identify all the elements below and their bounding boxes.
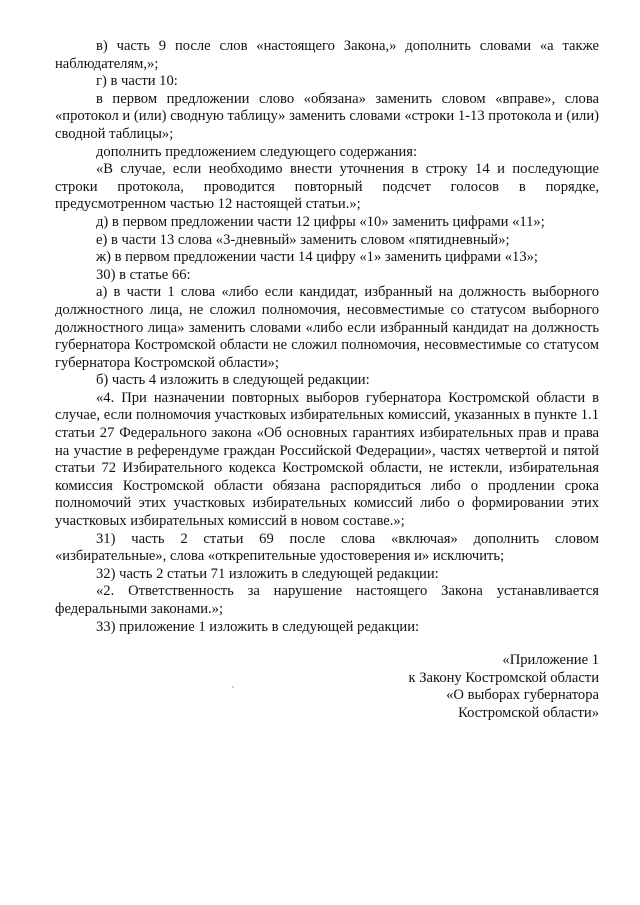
paragraph-b-part4: б) часть 4 изложить в следующей редакции: [96, 372, 370, 389]
appendix-heading-line: «Приложение 1 [502, 652, 599, 668]
paragraph-item-30: 30) в статье 66: [96, 266, 191, 283]
paragraph-quote-recount: «В случае, если необходимо внести уточнения в строку 14 и последующие строки протокола, проводится повторный подсчет голосов в порядке, предусмотренном частью 12 настоящей статьи.»; [55, 161, 599, 213]
paragraph-v-part9: в) часть 9 после слов «настоящего Закона,» дополнить словами «а также наблюдателям,»; [55, 38, 599, 72]
paragraph-first-sentence: в первом предложении слово «обязана» заменить словом «вправе», слова «протокол и (или) сводную таблицу» заменить словами «строки 1-13 протокола и (или) сводной таблицы»; [55, 90, 599, 142]
appendix-heading-line: Костромской области» [458, 704, 599, 721]
paragraph-quote-liability: «2. Ответственность за нарушение настоящего Закона устанавливается федеральными законами.»; [55, 583, 599, 617]
paragraph-d-part12: д) в первом предложении части 12 цифры «10» заменить цифрами «11»; [96, 213, 545, 230]
appendix-heading-line: «О выборах губернатора [446, 687, 599, 704]
paragraph-quote-part4: «4. При назначении повторных выборов губернатора Костромской области в случае, если полномочия участковых избирательных комиссий, указанных в пункте 1.1 статьи 27 Федерального закона «Об основных гарантиях избирательных прав и права на участие в референдуме граждан Российской Федерации», частях четвертой и пятой статьи 72 Избирательного кодекса Костромской области, не истекли, избирательная комиссия Костромской области обязана распорядиться либо о продлении срока полномочий этих участковых избирательных комиссий либо о формировании этих участковых избирательных комиссий в новом составе.»; [55, 389, 599, 530]
paragraph-item-33: 33) приложение 1 изложить в следующей редакции: [96, 618, 420, 635]
paragraph-item-32: 32) часть 2 статьи 71 изложить в следующей редакции: [96, 565, 439, 582]
paragraph-a-part1: а) в части 1 слова «либо если кандидат, избранный на должность выборного должностного лица, не сложил полномочия, несовместимые со статусом выборного должностного лица» заменить словами «либо если избранный кандидат на должность губернатора Костромской области не сложил полномочия, несовместимые со статусом губернатора Костромской области»; [55, 284, 599, 371]
paragraph-g-part10: г) в части 10: [96, 73, 178, 90]
paragraph-supplement: дополнить предложением следующего содержания: [96, 143, 418, 160]
paragraph-zh-part14: ж) в первом предложении части 14 цифру «1» заменить цифрами «13»; [96, 249, 538, 266]
paragraph-e-part13: е) в части 13 слова «3-дневный» заменить словом «пятидневный»; [96, 231, 510, 248]
document-body [55, 38, 599, 636]
appendix-heading [408, 652, 599, 722]
appendix-heading-line: к Закону Костромской области [408, 669, 599, 686]
scan-artifact [232, 686, 234, 688]
paragraph-item-31: 31) часть 2 статьи 69 после слова «включая» дополнить словом «избирательные», слова «открепительные удостоверения и» исключить; [55, 530, 599, 565]
